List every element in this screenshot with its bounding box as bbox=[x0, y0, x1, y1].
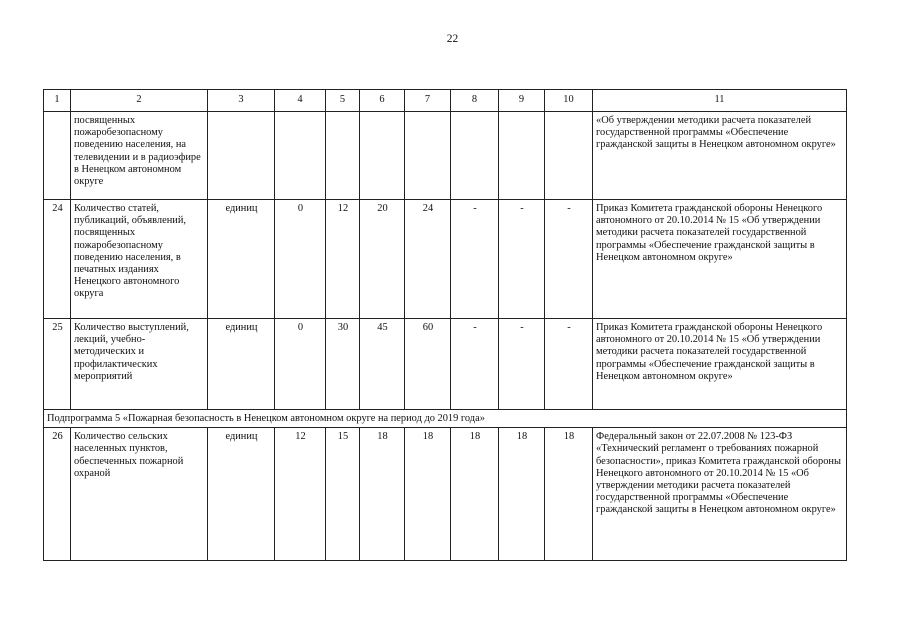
header-cell: 4 bbox=[275, 90, 326, 112]
indicator-name: посвященных пожаробезопасному поведению населения, на телевидении и в радиоэфире в Ненецком автономном округе bbox=[71, 112, 208, 200]
header-cell: 10 bbox=[545, 90, 593, 112]
value-cell bbox=[326, 112, 360, 200]
legal-basis-cell: Федеральный закон от 22.07.2008 № 123-ФЗ «Технический регламент о требованиях пожарной безопасности», приказ Комитета гражданской обороны Ненецкого автономного от 20.10.2014 № 15 «Об утверждении методики расчета показателей государственной программы «Обеспечение гражданской защиты в Ненецком автономном округе» bbox=[593, 428, 847, 561]
value-cell: 20 bbox=[360, 200, 405, 319]
value-cell: 18 bbox=[499, 428, 545, 561]
header-cell: 8 bbox=[451, 90, 499, 112]
value-cell bbox=[451, 112, 499, 200]
header-cell: 3 bbox=[208, 90, 275, 112]
row-number: 26 bbox=[44, 428, 71, 561]
header-row bbox=[44, 90, 847, 112]
indicator-name: Количество сельских населенных пунктов, обеспеченных пожарной охраной bbox=[71, 428, 208, 561]
unit-cell bbox=[208, 112, 275, 200]
indicator-name: Количество выступлений, лекций, учебно-методических и профилактических мероприятий bbox=[71, 319, 208, 410]
unit-cell: единиц bbox=[208, 200, 275, 319]
header-cell: 7 bbox=[405, 90, 451, 112]
value-cell bbox=[405, 112, 451, 200]
value-cell: - bbox=[499, 200, 545, 319]
value-cell: - bbox=[451, 200, 499, 319]
header-cell: 6 bbox=[360, 90, 405, 112]
legal-basis-cell: «Об утверждении методики расчета показателей государственной программы «Обеспечение гражданской защиты в Ненецком автономном округе» bbox=[593, 112, 847, 200]
value-cell bbox=[499, 112, 545, 200]
table-row-continuation bbox=[44, 112, 847, 200]
header-cell: 11 bbox=[593, 90, 847, 112]
value-cell: 60 bbox=[405, 319, 451, 410]
unit-cell: единиц bbox=[208, 319, 275, 410]
row-number: 25 bbox=[44, 319, 71, 410]
legal-basis-cell: Приказ Комитета гражданской обороны Ненецкого автономного от 20.10.2014 № 15 «Об утверждении методики расчета показателей государственной программы «Обеспечение гражданской защиты в Ненецком автономном округе» bbox=[593, 200, 847, 319]
value-cell: 18 bbox=[451, 428, 499, 561]
subprogram-title: Подпрограмма 5 «Пожарная безопасность в Ненецком автономном округе на период до 2019 года» bbox=[44, 410, 847, 428]
table-row bbox=[44, 319, 847, 410]
value-cell bbox=[545, 112, 593, 200]
unit-cell: единиц bbox=[208, 428, 275, 561]
value-cell: 12 bbox=[275, 428, 326, 561]
header-cell: 1 bbox=[44, 90, 71, 112]
indicators-table bbox=[43, 89, 847, 561]
value-cell: 18 bbox=[405, 428, 451, 561]
legal-basis-cell: Приказ Комитета гражданской обороны Ненецкого автономного от 20.10.2014 № 15 «Об утверждении методики расчета показателей государственной программы «Обеспечение гражданской защиты в Ненецком автономном округе» bbox=[593, 319, 847, 410]
value-cell: 0 bbox=[275, 200, 326, 319]
value-cell: 15 bbox=[326, 428, 360, 561]
value-cell: - bbox=[499, 319, 545, 410]
value-cell: 30 bbox=[326, 319, 360, 410]
subprogram-row bbox=[44, 410, 847, 428]
value-cell bbox=[360, 112, 405, 200]
value-cell: 18 bbox=[360, 428, 405, 561]
value-cell: - bbox=[545, 200, 593, 319]
row-number: 24 bbox=[44, 200, 71, 319]
value-cell: 12 bbox=[326, 200, 360, 319]
value-cell: - bbox=[545, 319, 593, 410]
header-cell: 5 bbox=[326, 90, 360, 112]
value-cell: 24 bbox=[405, 200, 451, 319]
row-number bbox=[44, 112, 71, 200]
page-number: 22 bbox=[446, 33, 459, 45]
indicator-name: Количество статей, публикаций, объявлений, посвященных пожаробезопасному поведению населения, в печатных изданиях Ненецкого автономного округа bbox=[71, 200, 208, 319]
header-cell: 9 bbox=[499, 90, 545, 112]
table-row bbox=[44, 200, 847, 319]
value-cell: 45 bbox=[360, 319, 405, 410]
value-cell: 0 bbox=[275, 319, 326, 410]
value-cell bbox=[275, 112, 326, 200]
table-row bbox=[44, 428, 847, 561]
value-cell: - bbox=[451, 319, 499, 410]
value-cell: 18 bbox=[545, 428, 593, 561]
header-cell: 2 bbox=[71, 90, 208, 112]
